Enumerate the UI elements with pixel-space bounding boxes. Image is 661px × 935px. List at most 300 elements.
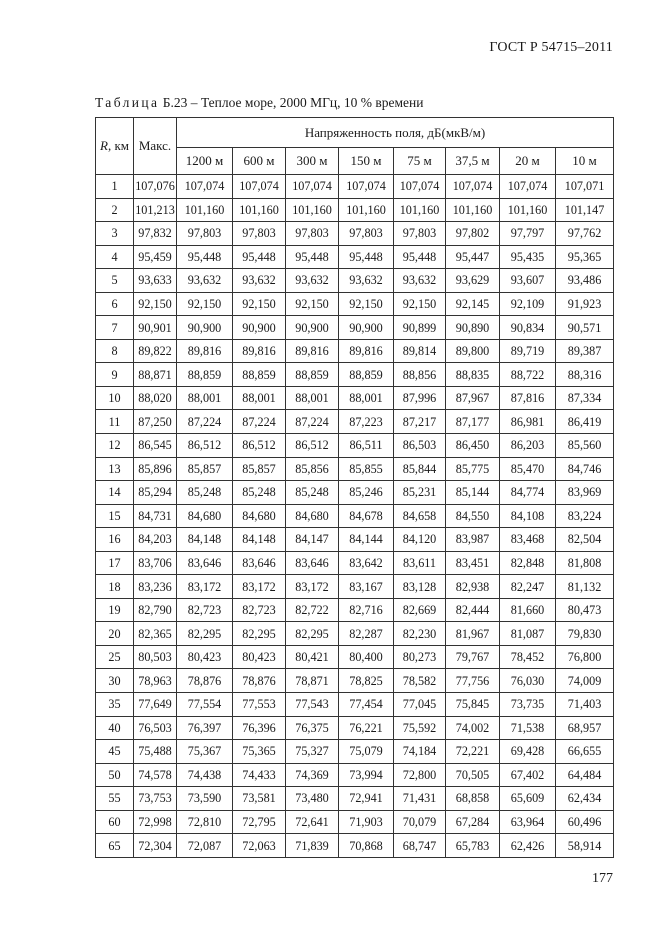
value-cell: 93,632 bbox=[394, 269, 446, 293]
value-cell: 88,835 bbox=[446, 363, 500, 387]
value-cell: 88,020 bbox=[134, 386, 177, 410]
value-cell: 91,923 bbox=[556, 292, 614, 316]
value-cell: 86,545 bbox=[134, 434, 177, 458]
value-cell: 84,658 bbox=[394, 504, 446, 528]
value-cell: 79,767 bbox=[446, 645, 500, 669]
value-cell: 80,503 bbox=[134, 645, 177, 669]
value-cell: 82,444 bbox=[446, 598, 500, 622]
value-cell: 88,871 bbox=[134, 363, 177, 387]
value-cell: 95,459 bbox=[134, 245, 177, 269]
value-cell: 84,680 bbox=[177, 504, 233, 528]
distance-cell: 5 bbox=[96, 269, 134, 293]
value-cell: 78,825 bbox=[339, 669, 394, 693]
value-cell: 88,859 bbox=[177, 363, 233, 387]
value-cell: 80,273 bbox=[394, 645, 446, 669]
value-cell: 80,423 bbox=[233, 645, 286, 669]
value-cell: 86,511 bbox=[339, 434, 394, 458]
value-cell: 93,632 bbox=[339, 269, 394, 293]
value-cell: 76,396 bbox=[233, 716, 286, 740]
value-cell: 84,144 bbox=[339, 528, 394, 552]
value-cell: 72,221 bbox=[446, 740, 500, 764]
value-cell: 95,448 bbox=[394, 245, 446, 269]
value-cell: 92,150 bbox=[394, 292, 446, 316]
value-cell: 88,001 bbox=[177, 386, 233, 410]
value-cell: 73,735 bbox=[500, 693, 556, 717]
value-cell: 88,859 bbox=[339, 363, 394, 387]
value-cell: 87,250 bbox=[134, 410, 177, 434]
value-cell: 70,079 bbox=[394, 810, 446, 834]
column-header-height: 300 м bbox=[286, 148, 339, 175]
value-cell: 82,295 bbox=[233, 622, 286, 646]
value-cell: 101,147 bbox=[556, 198, 614, 222]
value-cell: 83,646 bbox=[286, 551, 339, 575]
value-cell: 93,632 bbox=[177, 269, 233, 293]
value-cell: 82,669 bbox=[394, 598, 446, 622]
value-cell: 64,484 bbox=[556, 763, 614, 787]
value-cell: 95,448 bbox=[286, 245, 339, 269]
value-cell: 76,800 bbox=[556, 645, 614, 669]
distance-cell: 16 bbox=[96, 528, 134, 552]
value-cell: 83,128 bbox=[394, 575, 446, 599]
table-row bbox=[96, 292, 614, 316]
value-cell: 77,045 bbox=[394, 693, 446, 717]
value-cell: 97,803 bbox=[233, 222, 286, 246]
distance-cell: 12 bbox=[96, 434, 134, 458]
value-cell: 72,641 bbox=[286, 810, 339, 834]
value-cell: 83,646 bbox=[177, 551, 233, 575]
distance-cell: 15 bbox=[96, 504, 134, 528]
value-cell: 86,503 bbox=[394, 434, 446, 458]
distance-cell: 1 bbox=[96, 175, 134, 199]
value-cell: 107,074 bbox=[394, 175, 446, 199]
table-row bbox=[96, 716, 614, 740]
table-row bbox=[96, 787, 614, 811]
value-cell: 71,903 bbox=[339, 810, 394, 834]
value-cell: 73,994 bbox=[339, 763, 394, 787]
value-cell: 83,224 bbox=[556, 504, 614, 528]
value-cell: 92,150 bbox=[134, 292, 177, 316]
value-cell: 107,071 bbox=[556, 175, 614, 199]
value-cell: 77,554 bbox=[177, 693, 233, 717]
table-row bbox=[96, 645, 614, 669]
distance-cell: 3 bbox=[96, 222, 134, 246]
value-cell: 65,609 bbox=[500, 787, 556, 811]
value-cell: 89,387 bbox=[556, 339, 614, 363]
value-cell: 84,148 bbox=[233, 528, 286, 552]
value-cell: 84,731 bbox=[134, 504, 177, 528]
value-cell: 86,512 bbox=[177, 434, 233, 458]
value-cell: 95,448 bbox=[177, 245, 233, 269]
table-row bbox=[96, 457, 614, 481]
value-cell: 83,611 bbox=[394, 551, 446, 575]
distance-cell: 25 bbox=[96, 645, 134, 669]
value-cell: 90,900 bbox=[177, 316, 233, 340]
value-cell: 90,901 bbox=[134, 316, 177, 340]
value-cell: 86,450 bbox=[446, 434, 500, 458]
value-cell: 101,160 bbox=[446, 198, 500, 222]
value-cell: 73,590 bbox=[177, 787, 233, 811]
value-cell: 75,488 bbox=[134, 740, 177, 764]
page-number: 177 bbox=[592, 871, 613, 886]
value-cell: 58,914 bbox=[556, 834, 614, 858]
distance-cell: 30 bbox=[96, 669, 134, 693]
value-cell: 88,001 bbox=[233, 386, 286, 410]
value-cell: 77,756 bbox=[446, 669, 500, 693]
value-cell: 84,203 bbox=[134, 528, 177, 552]
value-cell: 82,716 bbox=[339, 598, 394, 622]
table-row bbox=[96, 339, 614, 363]
distance-cell: 55 bbox=[96, 787, 134, 811]
value-cell: 107,074 bbox=[446, 175, 500, 199]
value-cell: 87,967 bbox=[446, 386, 500, 410]
value-cell: 81,660 bbox=[500, 598, 556, 622]
distance-cell: 50 bbox=[96, 763, 134, 787]
value-cell: 67,284 bbox=[446, 810, 500, 834]
value-cell: 82,848 bbox=[500, 551, 556, 575]
value-cell: 84,148 bbox=[177, 528, 233, 552]
distance-cell: 2 bbox=[96, 198, 134, 222]
value-cell: 76,030 bbox=[500, 669, 556, 693]
value-cell: 97,803 bbox=[339, 222, 394, 246]
table-row bbox=[96, 175, 614, 199]
value-cell: 83,642 bbox=[339, 551, 394, 575]
value-cell: 74,433 bbox=[233, 763, 286, 787]
value-cell: 78,871 bbox=[286, 669, 339, 693]
column-header-height: 20 м bbox=[500, 148, 556, 175]
value-cell: 71,431 bbox=[394, 787, 446, 811]
value-cell: 69,428 bbox=[500, 740, 556, 764]
value-cell: 72,304 bbox=[134, 834, 177, 858]
value-cell: 80,473 bbox=[556, 598, 614, 622]
column-header-height: 10 м bbox=[556, 148, 614, 175]
value-cell: 93,632 bbox=[233, 269, 286, 293]
value-cell: 78,876 bbox=[177, 669, 233, 693]
distance-cell: 13 bbox=[96, 457, 134, 481]
column-header-height: 37,5 м bbox=[446, 148, 500, 175]
value-cell: 92,150 bbox=[339, 292, 394, 316]
value-cell: 72,087 bbox=[177, 834, 233, 858]
value-cell: 97,762 bbox=[556, 222, 614, 246]
value-cell: 89,816 bbox=[233, 339, 286, 363]
value-cell: 62,434 bbox=[556, 787, 614, 811]
value-cell: 82,938 bbox=[446, 575, 500, 599]
value-cell: 83,236 bbox=[134, 575, 177, 599]
value-cell: 84,680 bbox=[233, 504, 286, 528]
column-header-max: Макс. bbox=[134, 118, 177, 175]
value-cell: 74,184 bbox=[394, 740, 446, 764]
value-cell: 95,365 bbox=[556, 245, 614, 269]
value-cell: 84,678 bbox=[339, 504, 394, 528]
table-row bbox=[96, 245, 614, 269]
value-cell: 78,452 bbox=[500, 645, 556, 669]
value-cell: 67,402 bbox=[500, 763, 556, 787]
value-cell: 101,160 bbox=[233, 198, 286, 222]
column-header-height: 75 м bbox=[394, 148, 446, 175]
value-cell: 73,581 bbox=[233, 787, 286, 811]
value-cell: 83,172 bbox=[233, 575, 286, 599]
table-row bbox=[96, 410, 614, 434]
table-row bbox=[96, 810, 614, 834]
value-cell: 77,543 bbox=[286, 693, 339, 717]
value-cell: 82,790 bbox=[134, 598, 177, 622]
value-cell: 95,448 bbox=[339, 245, 394, 269]
table-row bbox=[96, 434, 614, 458]
value-cell: 75,592 bbox=[394, 716, 446, 740]
value-cell: 80,423 bbox=[177, 645, 233, 669]
value-cell: 83,468 bbox=[500, 528, 556, 552]
value-cell: 72,941 bbox=[339, 787, 394, 811]
value-cell: 95,447 bbox=[446, 245, 500, 269]
value-cell: 107,074 bbox=[177, 175, 233, 199]
table-row bbox=[96, 740, 614, 764]
value-cell: 68,858 bbox=[446, 787, 500, 811]
value-cell: 76,503 bbox=[134, 716, 177, 740]
value-cell: 107,076 bbox=[134, 175, 177, 199]
table-row bbox=[96, 481, 614, 505]
value-cell: 92,150 bbox=[177, 292, 233, 316]
value-cell: 74,009 bbox=[556, 669, 614, 693]
value-cell: 85,246 bbox=[339, 481, 394, 505]
table-caption bbox=[95, 95, 423, 111]
value-cell: 89,816 bbox=[286, 339, 339, 363]
value-cell: 86,419 bbox=[556, 410, 614, 434]
distance-cell: 19 bbox=[96, 598, 134, 622]
value-cell: 78,963 bbox=[134, 669, 177, 693]
value-cell: 101,160 bbox=[286, 198, 339, 222]
value-cell: 70,505 bbox=[446, 763, 500, 787]
value-cell: 81,132 bbox=[556, 575, 614, 599]
value-cell: 83,987 bbox=[446, 528, 500, 552]
value-cell: 89,822 bbox=[134, 339, 177, 363]
table-row bbox=[96, 622, 614, 646]
caption-text: Теплое море, 2000 МГц, 10 % времени bbox=[200, 95, 424, 110]
value-cell: 86,512 bbox=[286, 434, 339, 458]
value-cell: 82,230 bbox=[394, 622, 446, 646]
value-cell: 88,856 bbox=[394, 363, 446, 387]
value-cell: 72,998 bbox=[134, 810, 177, 834]
value-cell: 74,578 bbox=[134, 763, 177, 787]
value-cell: 88,001 bbox=[286, 386, 339, 410]
value-cell: 93,607 bbox=[500, 269, 556, 293]
value-cell: 90,900 bbox=[339, 316, 394, 340]
value-cell: 84,120 bbox=[394, 528, 446, 552]
distance-cell: 10 bbox=[96, 386, 134, 410]
value-cell: 75,845 bbox=[446, 693, 500, 717]
value-cell: 92,150 bbox=[233, 292, 286, 316]
value-cell: 71,839 bbox=[286, 834, 339, 858]
value-cell: 78,876 bbox=[233, 669, 286, 693]
value-cell: 90,890 bbox=[446, 316, 500, 340]
value-cell: 66,655 bbox=[556, 740, 614, 764]
value-cell: 85,857 bbox=[177, 457, 233, 481]
value-cell: 89,816 bbox=[177, 339, 233, 363]
value-cell: 83,172 bbox=[286, 575, 339, 599]
value-cell: 92,109 bbox=[500, 292, 556, 316]
distance-cell: 7 bbox=[96, 316, 134, 340]
table-row bbox=[96, 598, 614, 622]
table-row bbox=[96, 386, 614, 410]
value-cell: 84,550 bbox=[446, 504, 500, 528]
value-cell: 84,746 bbox=[556, 457, 614, 481]
value-cell: 85,896 bbox=[134, 457, 177, 481]
value-cell: 85,248 bbox=[233, 481, 286, 505]
value-cell: 89,800 bbox=[446, 339, 500, 363]
value-cell: 84,774 bbox=[500, 481, 556, 505]
value-cell: 87,996 bbox=[394, 386, 446, 410]
value-cell: 82,247 bbox=[500, 575, 556, 599]
value-cell: 75,327 bbox=[286, 740, 339, 764]
column-header-height: 600 м bbox=[233, 148, 286, 175]
value-cell: 83,646 bbox=[233, 551, 286, 575]
table-row bbox=[96, 575, 614, 599]
value-cell: 75,079 bbox=[339, 740, 394, 764]
distance-cell: 17 bbox=[96, 551, 134, 575]
value-cell: 84,147 bbox=[286, 528, 339, 552]
value-cell: 88,859 bbox=[286, 363, 339, 387]
distance-cell: 60 bbox=[96, 810, 134, 834]
value-cell: 72,795 bbox=[233, 810, 286, 834]
value-cell: 75,367 bbox=[177, 740, 233, 764]
value-cell: 82,504 bbox=[556, 528, 614, 552]
distance-cell: 4 bbox=[96, 245, 134, 269]
value-cell: 76,375 bbox=[286, 716, 339, 740]
value-cell: 82,723 bbox=[177, 598, 233, 622]
value-cell: 89,719 bbox=[500, 339, 556, 363]
column-header-distance: R, км bbox=[96, 118, 134, 175]
value-cell: 86,512 bbox=[233, 434, 286, 458]
value-cell: 77,553 bbox=[233, 693, 286, 717]
distance-cell: 8 bbox=[96, 339, 134, 363]
value-cell: 85,844 bbox=[394, 457, 446, 481]
value-cell: 85,248 bbox=[177, 481, 233, 505]
distance-cell: 40 bbox=[96, 716, 134, 740]
value-cell: 71,538 bbox=[500, 716, 556, 740]
value-cell: 83,172 bbox=[177, 575, 233, 599]
value-cell: 76,221 bbox=[339, 716, 394, 740]
value-cell: 88,001 bbox=[339, 386, 394, 410]
value-cell: 81,808 bbox=[556, 551, 614, 575]
value-cell: 82,287 bbox=[339, 622, 394, 646]
value-cell: 68,957 bbox=[556, 716, 614, 740]
value-cell: 85,248 bbox=[286, 481, 339, 505]
value-cell: 107,074 bbox=[339, 175, 394, 199]
table-row bbox=[96, 363, 614, 387]
distance-cell: 11 bbox=[96, 410, 134, 434]
distance-cell: 14 bbox=[96, 481, 134, 505]
value-cell: 71,403 bbox=[556, 693, 614, 717]
value-cell: 85,856 bbox=[286, 457, 339, 481]
value-cell: 88,859 bbox=[233, 363, 286, 387]
value-cell: 97,832 bbox=[134, 222, 177, 246]
value-cell: 107,074 bbox=[286, 175, 339, 199]
value-cell: 83,706 bbox=[134, 551, 177, 575]
value-cell: 85,231 bbox=[394, 481, 446, 505]
distance-cell: 45 bbox=[96, 740, 134, 764]
value-cell: 72,800 bbox=[394, 763, 446, 787]
value-cell: 87,816 bbox=[500, 386, 556, 410]
value-cell: 90,900 bbox=[286, 316, 339, 340]
value-cell: 62,426 bbox=[500, 834, 556, 858]
value-cell: 101,213 bbox=[134, 198, 177, 222]
value-cell: 72,810 bbox=[177, 810, 233, 834]
table-row bbox=[96, 316, 614, 340]
value-cell: 92,145 bbox=[446, 292, 500, 316]
value-cell: 72,063 bbox=[233, 834, 286, 858]
value-cell: 85,560 bbox=[556, 434, 614, 458]
value-cell: 63,964 bbox=[500, 810, 556, 834]
value-cell: 85,775 bbox=[446, 457, 500, 481]
value-cell: 88,722 bbox=[500, 363, 556, 387]
value-cell: 87,224 bbox=[177, 410, 233, 434]
distance-cell: 65 bbox=[96, 834, 134, 858]
value-cell: 89,814 bbox=[394, 339, 446, 363]
value-cell: 60,496 bbox=[556, 810, 614, 834]
distance-cell: 6 bbox=[96, 292, 134, 316]
column-group-header: Напряженность поля, дБ(мкВ/м) bbox=[177, 118, 614, 148]
value-cell: 76,397 bbox=[177, 716, 233, 740]
value-cell: 85,144 bbox=[446, 481, 500, 505]
value-cell: 97,797 bbox=[500, 222, 556, 246]
table-row bbox=[96, 198, 614, 222]
value-cell: 82,365 bbox=[134, 622, 177, 646]
value-cell: 74,438 bbox=[177, 763, 233, 787]
value-cell: 85,857 bbox=[233, 457, 286, 481]
value-cell: 77,649 bbox=[134, 693, 177, 717]
value-cell: 89,816 bbox=[339, 339, 394, 363]
value-cell: 82,295 bbox=[177, 622, 233, 646]
value-cell: 82,295 bbox=[286, 622, 339, 646]
table-row bbox=[96, 834, 614, 858]
table-row bbox=[96, 763, 614, 787]
value-cell: 85,470 bbox=[500, 457, 556, 481]
distance-cell: 9 bbox=[96, 363, 134, 387]
distance-cell: 18 bbox=[96, 575, 134, 599]
value-cell: 74,002 bbox=[446, 716, 500, 740]
table-row bbox=[96, 528, 614, 552]
value-cell: 90,834 bbox=[500, 316, 556, 340]
document-code: ГОСТ Р 54715–2011 bbox=[489, 40, 613, 55]
value-cell: 87,334 bbox=[556, 386, 614, 410]
value-cell: 82,723 bbox=[233, 598, 286, 622]
value-cell: 77,454 bbox=[339, 693, 394, 717]
column-header-height: 150 м bbox=[339, 148, 394, 175]
table-row bbox=[96, 551, 614, 575]
value-cell: 90,899 bbox=[394, 316, 446, 340]
table-row bbox=[96, 669, 614, 693]
value-cell: 87,224 bbox=[233, 410, 286, 434]
value-cell: 87,224 bbox=[286, 410, 339, 434]
value-cell: 88,316 bbox=[556, 363, 614, 387]
value-cell: 79,830 bbox=[556, 622, 614, 646]
value-cell: 83,969 bbox=[556, 481, 614, 505]
value-cell: 82,722 bbox=[286, 598, 339, 622]
value-cell: 81,967 bbox=[446, 622, 500, 646]
value-cell: 92,150 bbox=[286, 292, 339, 316]
value-cell: 101,160 bbox=[339, 198, 394, 222]
value-cell: 90,900 bbox=[233, 316, 286, 340]
value-cell: 107,074 bbox=[233, 175, 286, 199]
value-cell: 90,571 bbox=[556, 316, 614, 340]
table-row bbox=[96, 269, 614, 293]
value-cell: 75,365 bbox=[233, 740, 286, 764]
value-cell: 84,108 bbox=[500, 504, 556, 528]
value-cell: 93,632 bbox=[286, 269, 339, 293]
value-cell: 74,369 bbox=[286, 763, 339, 787]
column-header-height: 1200 м bbox=[177, 148, 233, 175]
table-row bbox=[96, 504, 614, 528]
value-cell: 80,400 bbox=[339, 645, 394, 669]
value-cell: 93,629 bbox=[446, 269, 500, 293]
